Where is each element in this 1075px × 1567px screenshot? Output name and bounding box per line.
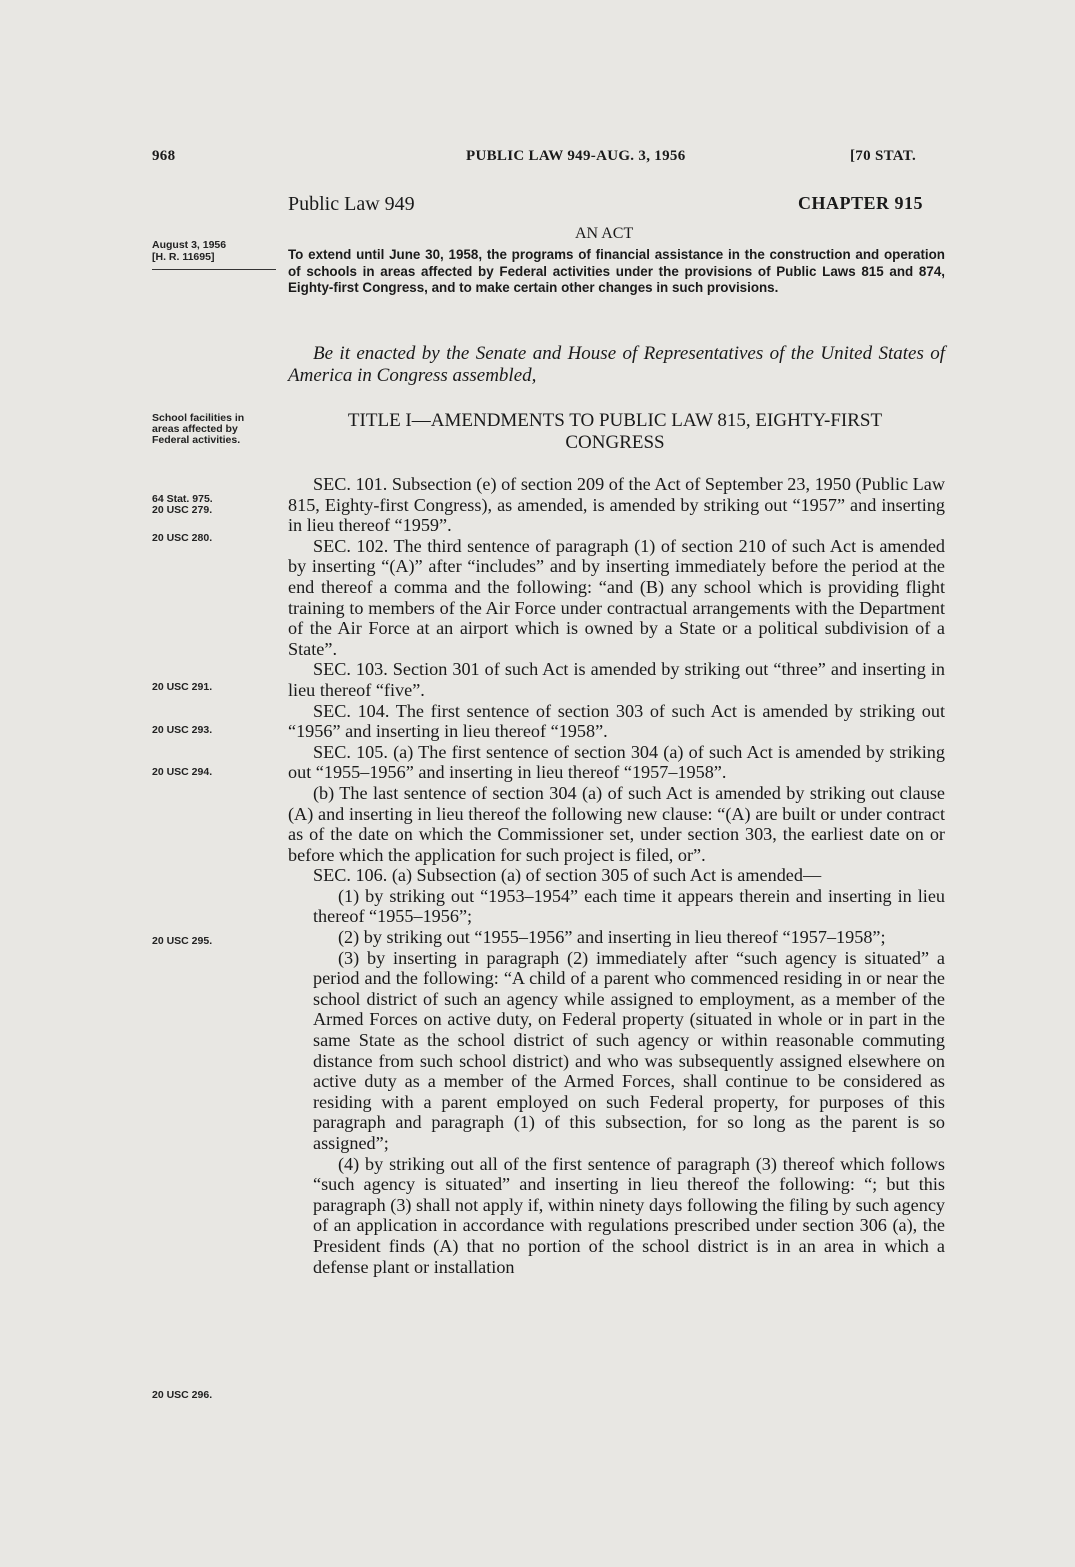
margin-cite-101: 64 Stat. 975. 20 USC 279.	[152, 493, 213, 516]
margin-topic: School facilities in areas affected by Federal activities.	[152, 412, 245, 446]
section-106: SEC. 106. (a) Subsection (a) of section 305 of such Act is amended—	[313, 865, 822, 886]
page-number: 968	[152, 148, 176, 164]
section-101: SEC. 101. Subsection (e) of section 209 of the Act of September 23, 1950 (Public Law 815, Eighty-first Congress), as amended, is amended by striking out “1957” and inserting in lieu thereof “1959”.	[288, 474, 945, 536]
margin-cite-106b: 20 USC 296.	[152, 1389, 213, 1401]
margin-cite-106: 20 USC 295.	[152, 935, 213, 947]
margin-cite-103: 20 USC 291.	[152, 681, 213, 693]
act-label: AN ACT	[575, 225, 634, 242]
law-name: Public Law 949	[288, 193, 415, 215]
clause-3: (3) by inserting in paragraph (2) immediately after “such agency is situated” a period and the following: “A child of a parent who commenced residing in or near the school district of such an agency while assigned to employment, as a member of the Armed Forces on active duty, on Federal property (situated in whole or in part in the same State as the school district of such agency or within reasonable commuting distance from such school district) and who was subsequently assigned elsewhere on active duty as a member of the Armed Forces, shall continue to be considered as residing with a parent employed on such Federal property, for purposes of this paragraph and paragraph (1) of this subsection, for so long as the parent is so assigned”;	[313, 947, 945, 1153]
section-104: SEC. 104. The first sentence of section 303 of such Act is amended by striking out “1956” and inserting in lieu thereof “1958”.	[288, 700, 945, 742]
clause-1: (1) by striking out “1953–1954” each time it appears therein and inserting in lieu thereof “1955–1956”;	[313, 885, 945, 927]
margin-date: August 3, 1956	[152, 239, 227, 251]
section-102: SEC. 102. The third sentence of paragraph (1) of section 210 of such Act is amended by inserting “(A)” after “includes” and by inserting immediately before the period at the end thereof a comma and the following: “and (B) any school which is providing flight training to members of the Air Force under contractual arrangements with the Department of the Air Force at an airport which is owned by a State or a political subdivision of a State”.	[288, 535, 945, 659]
enacting-clause: Be it enacted by the Senate and House of Representatives of the United States of America in Congress assembled,	[288, 343, 945, 386]
volume-citation: [70 STAT.	[850, 148, 917, 164]
section-103: SEC. 103. Section 301 of such Act is amended by striking out “three” and inserting in lieu thereof “five”.	[288, 659, 945, 700]
margin-cite-104: 20 USC 293.	[152, 724, 213, 736]
clause-4: (4) by striking out all of the first sentence of paragraph (3) thereof which follows “such agency is situated” and inserting in lieu thereof the following: “; but this paragraph (3) shall not apply if, within ninety days following the filing by such agency of an application in accordance with regulations prescribed under section 306 (a), the President finds (A) that no portion of the school district is in an area in which a defense plant or installation	[313, 1153, 945, 1277]
margin-cite-102: 20 USC 280.	[152, 532, 213, 544]
act-description: To extend until June 30, 1958, the programs of financial assistance in the construction and operation of schools in areas affected by Federal activities under the provisions of Public Laws 815 and 874, Eighty-first Congress, and to make certain other changes in such provisions.	[288, 247, 945, 295]
section-text	[288, 474, 945, 1277]
margin-rule	[152, 269, 276, 270]
margin-bill: [H. R. 11695]	[152, 251, 215, 263]
clause-2: (2) by striking out “1955–1956” and inserting in lieu thereof “1957–1958”;	[338, 927, 886, 948]
section-105a: SEC. 105. (a) The first sentence of section 304 (a) of such Act is amended by striking out “1955–1956” and inserting in lieu thereof “1957–1958”.	[288, 741, 945, 783]
running-title: PUBLIC LAW 949-AUG. 3, 1956	[466, 148, 686, 164]
section-105b: (b) The last sentence of section 304 (a) of such Act is amended by striking out clause (A) and inserting in lieu thereof the following new clause: “(A) are built or under contract as of the date on which the Commissioner set, under section 303, the earliest date on or before which the application for such project is filed, or”.	[288, 782, 945, 865]
chapter-number: CHAPTER 915	[798, 193, 924, 213]
title-heading: TITLE I—AMENDMENTS TO PUBLIC LAW 815, EIGHTY-FIRST CONGRESS	[347, 410, 883, 453]
margin-cite-105: 20 USC 294.	[152, 766, 213, 778]
